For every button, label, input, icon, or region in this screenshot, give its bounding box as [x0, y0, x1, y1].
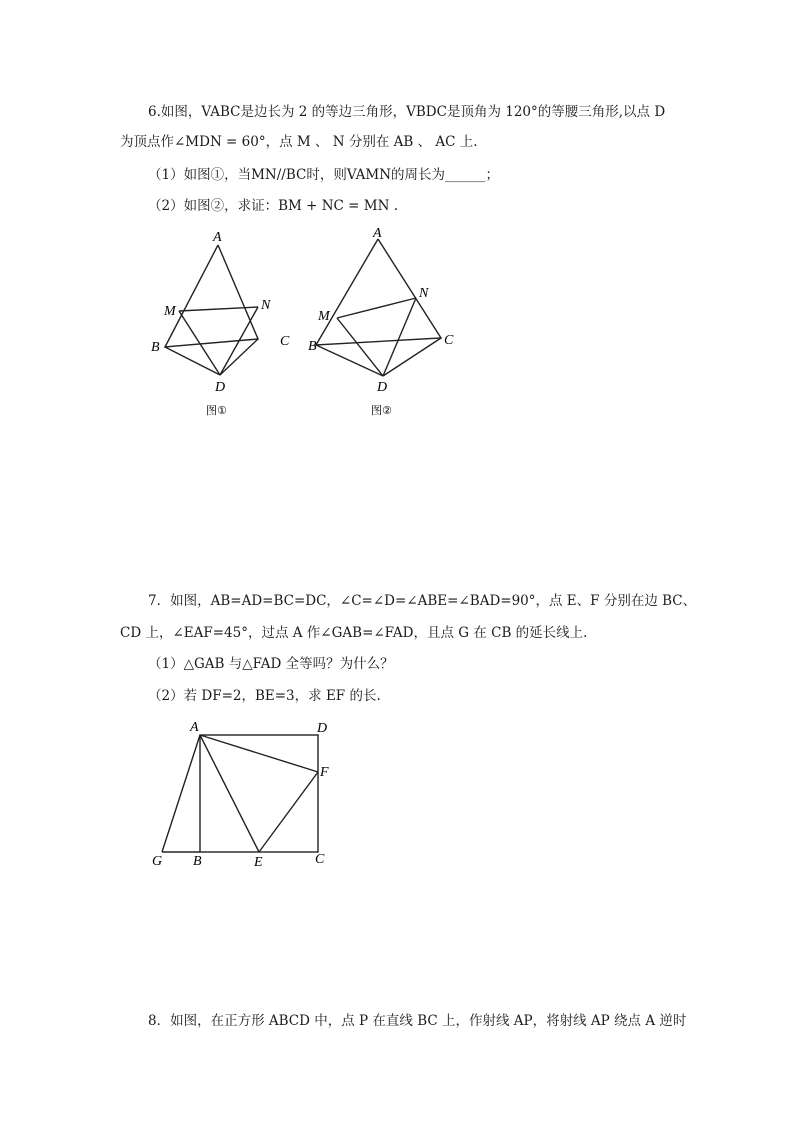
label-b: B: [193, 854, 202, 869]
segment-ag: [162, 735, 200, 852]
q7-text-line2: CD 上，∠EAF=45°，过点 A 作∠GAB=∠FAD，且点 G 在 CB 的延长线上.: [120, 625, 588, 641]
q6-part1: （1）如图①，当MN//BC时，则VAMN的周长为______；: [148, 167, 500, 183]
caption-fig1: 图①: [206, 404, 227, 417]
label-d: D: [215, 380, 226, 395]
segment-ef: [259, 772, 318, 852]
q7-text-line1: 7．如图，AB=AD=BC=DC，∠C=∠D=∠ABE=∠BAD=90°，点 E、F 分别在边 BC、: [148, 593, 697, 609]
square-abcd: [200, 735, 318, 852]
q6-part2: （2）如图②，求证：BM + NC = MN .: [148, 198, 398, 214]
label-b: B: [308, 339, 317, 354]
q7-part1: （1）△GAB 与△FAD 全等吗？为什么？: [148, 656, 394, 672]
label-c: C: [280, 334, 290, 349]
label-c: C: [444, 333, 454, 348]
q6-text-line1: 6.如图，VABC是边长为 2 的等边三角形，VBDC是顶角为 120°的等腰三角形,以点 D: [148, 104, 666, 120]
label-m: M: [318, 309, 330, 324]
segment-cd: [220, 339, 258, 375]
q6-figure-2: [305, 222, 475, 422]
q6-figure-1: [140, 225, 310, 425]
label-a: A: [213, 230, 222, 245]
q7-part2: （2）若 DF=2，BE=3，求 EF 的长.: [148, 688, 381, 704]
label-n: N: [419, 286, 429, 301]
label-a: A: [373, 226, 382, 241]
segment-nd: [220, 307, 258, 375]
segment-mn: [337, 298, 416, 318]
label-d: D: [317, 721, 328, 736]
segment-nd: [383, 298, 416, 376]
label-g: G: [152, 854, 163, 869]
q6-text-line2: 为顶点作∠MDN = 60°，点 M 、 N 分别在 AB 、 AC 上.: [120, 134, 478, 150]
q7-figure: [140, 715, 350, 875]
label-a: A: [190, 720, 199, 735]
label-m: M: [164, 304, 176, 319]
segment-af: [200, 735, 318, 772]
label-n: N: [261, 298, 271, 313]
segment-ae: [200, 735, 259, 852]
label-c: C: [315, 852, 325, 867]
q8-text-line1: 8．如图，在正方形 ABCD 中，点 P 在直线 BC 上，作射线 AP，将射线 AP 绕点 A 逆时: [148, 1013, 687, 1029]
caption-fig2: 图②: [371, 404, 392, 417]
label-f: F: [320, 765, 329, 780]
segment-md: [337, 318, 383, 376]
label-b: B: [151, 340, 160, 355]
label-e: E: [254, 855, 263, 870]
segment-bd: [316, 345, 383, 376]
label-d: D: [377, 380, 388, 395]
